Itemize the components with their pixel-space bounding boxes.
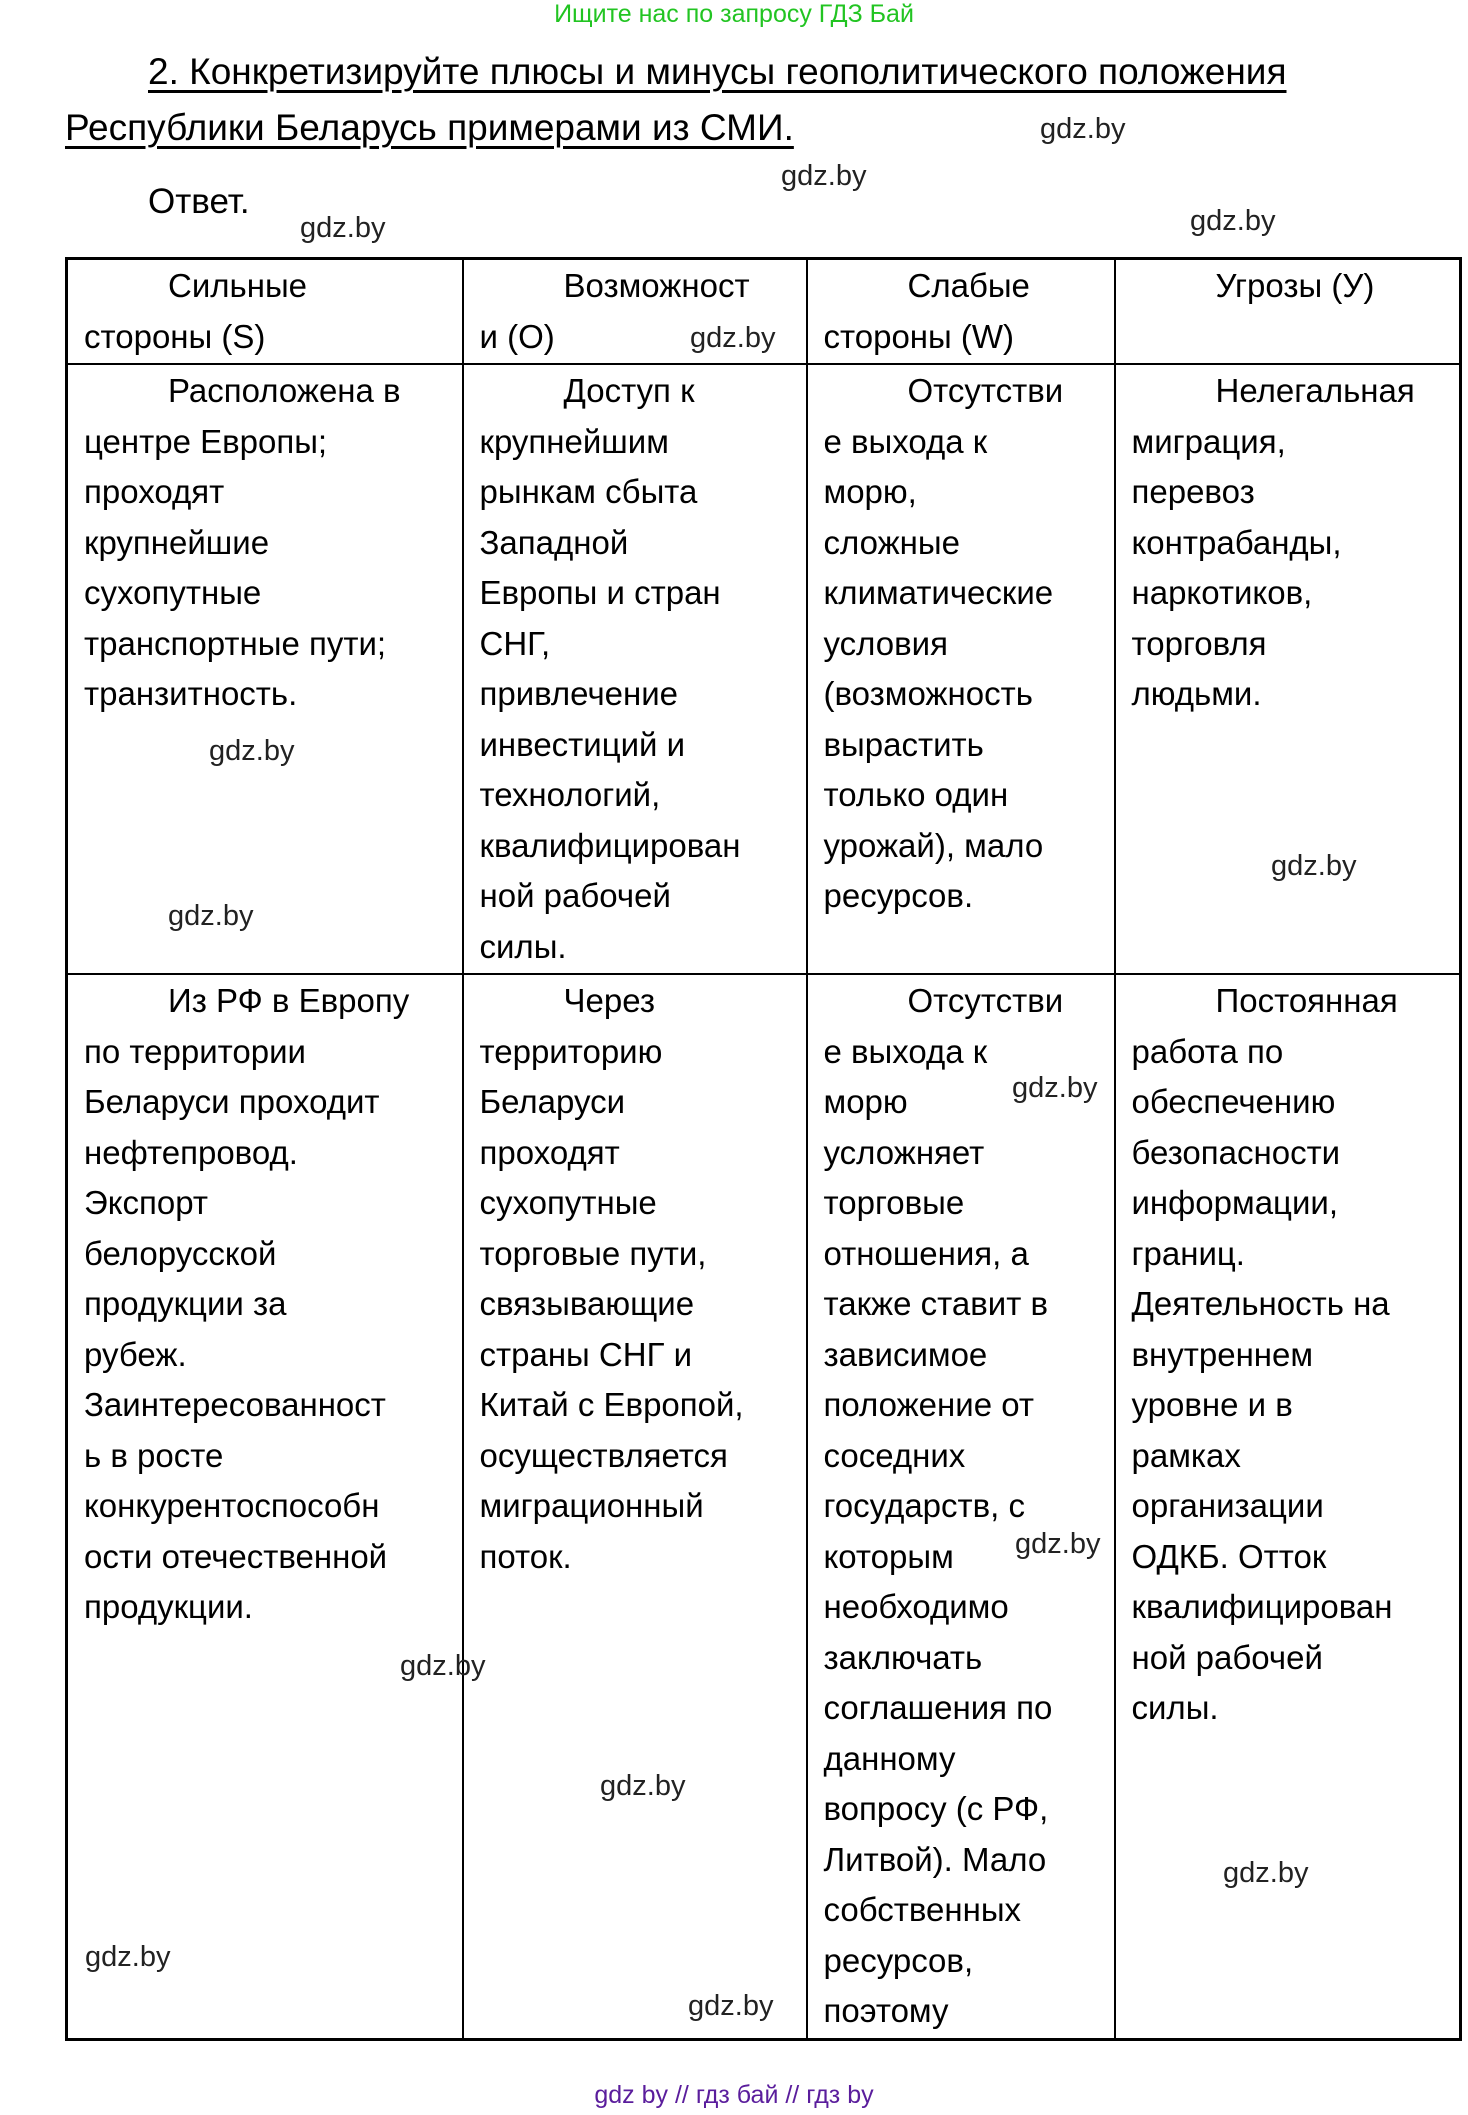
watermark: gdz.by: [1190, 205, 1276, 237]
watermark: gdz.by: [1040, 113, 1126, 145]
watermark: gdz.by: [85, 1941, 171, 1973]
watermark: gdz.by: [1271, 850, 1357, 882]
search-hint-banner: Ищите нас по запросу ГДЗ Бай: [554, 0, 914, 28]
table-cell: Отсутстви е выхода к морю усложняет торговые отношения, а также ставит в зависимое положение от соседних государств, с которым необходимо заключать соглашения по данному вопросу (с РФ, Литвой). Мало собственных ресурсов, поэтому: [807, 974, 1115, 2039]
table-cell: Из РФ в Европу по территории Беларуси проходит нефтепровод. Экспорт белорусской продукции за рубеж. Заинтересованност ь в росте конкурентоспособн ости отечественной продукции.: [67, 974, 463, 2039]
watermark: gdz.by: [209, 735, 295, 767]
watermark: gdz.by: [688, 1990, 774, 2022]
header-threats: Угрозы (У): [1115, 259, 1461, 365]
swot-table: [65, 257, 1462, 2041]
watermark: gdz.by: [1223, 1857, 1309, 1889]
header-strengths: Сильные стороны (S): [67, 259, 463, 365]
table-row: [67, 364, 1461, 974]
task-title-line1: 2. Конкретизируйте плюсы и минусы геополитического положения: [148, 51, 1287, 92]
watermark: gdz.by: [400, 1650, 486, 1682]
table-cell: Расположена в центре Европы; проходят крупнейшие сухопутные транспортные пути; транзитность.: [67, 364, 463, 974]
watermark: gdz.by: [781, 160, 867, 192]
table-cell: Отсутстви е выхода к морю, сложные климатические условия (возможность вырастить только один урожай), мало ресурсов.: [807, 364, 1115, 974]
header-weaknesses: Слабые стороны (W): [807, 259, 1115, 365]
table-cell: Доступ к крупнейшим рынкам сбыта Западной Европы и стран СНГ, привлечение инвестиций и технологий, квалифицирован ной рабочей силы.: [463, 364, 807, 974]
task-title-line2: Республики Беларусь примерами из СМИ.: [65, 107, 794, 148]
watermark: gdz.by: [1012, 1072, 1098, 1104]
watermark: gdz.by: [600, 1770, 686, 1802]
watermark: gdz.by: [690, 322, 776, 354]
watermark: gdz.by: [1015, 1528, 1101, 1560]
table-cell: Нелегальная миграция, перевоз контрабанды, наркотиков, торговля людьми.: [1115, 364, 1461, 974]
footer-links: gdz by // гдз бай // гдз by: [594, 2081, 874, 2109]
watermark: gdz.by: [168, 900, 254, 932]
table-cell: Через территорию Беларуси проходят сухопутные торговые пути, связывающие страны СНГ и Китай с Европой, осуществляется миграционный поток.: [463, 974, 807, 2039]
answer-label: Ответ.: [148, 182, 250, 221]
watermark: gdz.by: [300, 212, 386, 244]
table-cell: Постоянная работа по обеспечению безопасности информации, границ. Деятельность на внутреннем уровне и в рамках организации ОДКБ. Отток квалифицирован ной рабочей силы.: [1115, 974, 1461, 2039]
header-opportunities: Возможност и (О): [463, 259, 807, 365]
